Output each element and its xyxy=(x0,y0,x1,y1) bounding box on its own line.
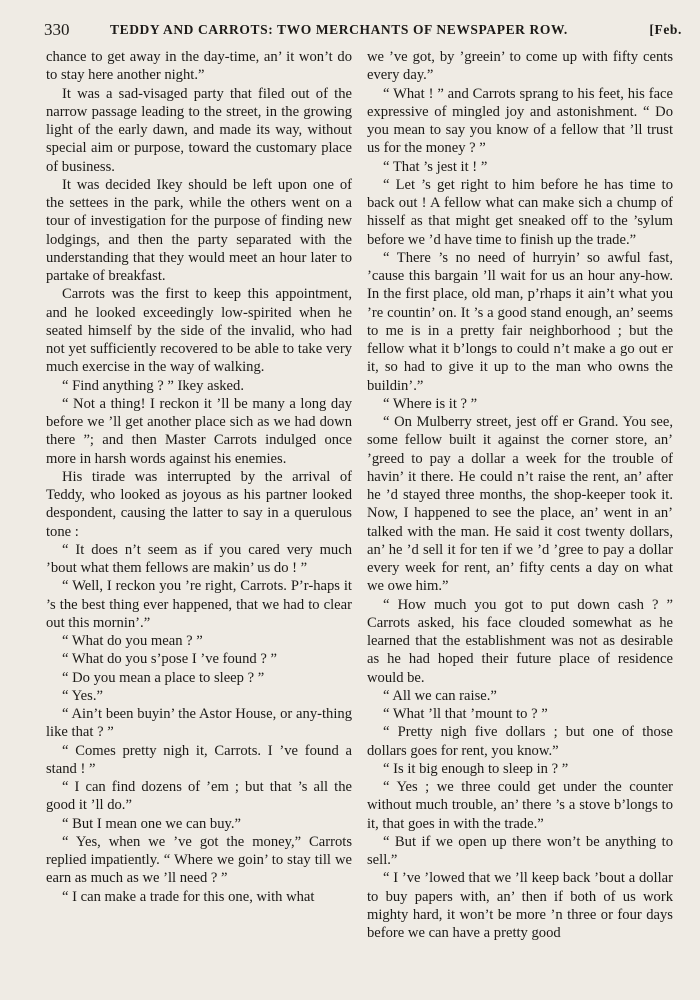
paragraph: we ’ve got, by ’greein’ to come up with fifty cents every day.” xyxy=(367,49,673,84)
paragraph: “ On Mulberry street, jest off er Grand. You see, some fellow built it against the corner store, an’ ’greed to pay a dollar a week for the trouble of havin’ it there. He could n’t raise the rent, an’ after he ’d stayed three months, the shop-keeper took it. Now, I happened to see the place, an’ went in an’ talked with the man. He said it cost twenty dollars, an’ he ’d sell it for ten if we ’d ’gree to pay a dollar every week for rent, an’ fifty cents a day on what we owe him.” xyxy=(367,414,673,595)
running-header xyxy=(44,20,682,44)
paragraph: “ What ! ” and Carrots sprang to his feet, his face expressive of mingled joy and astonishment. “ Do you mean to say you know of a fellow that ’ll trust us for the money ? ” xyxy=(367,85,673,157)
right-column xyxy=(367,48,673,942)
paragraph: “ There ’s no need of hurryin’ so awful fast, ’cause this bargain ’ll wait for us an hour any-how. In the first place, old man, p’rhaps it ain’t what you ’re countin’ on. It ’s a good stand enough, an’ seems to me is in a pretty fair neighborhood ; but the fellow what it b’longs to could n’t make a go out er it, so had to give it up to the man who owns the buildin’.” xyxy=(367,249,673,394)
paragraph: “ What do you s’pose I ’ve found ? ” xyxy=(62,651,277,668)
paragraph: chance to get away in the day-time, an’ it won’t do to stay here another night.” xyxy=(46,49,352,84)
paragraph: “ That ’s jest it ! ” xyxy=(383,158,488,175)
left-column xyxy=(46,48,352,906)
paragraph: “ Let ’s get right to him before he has time to back out ! A fellow what can make sich a chump of hisself as that might get sneaked off to the ’sylum before we ’d have time to finish up the trade.” xyxy=(367,176,673,248)
paragraph: “ Well, I reckon you ’re right, Carrots. P’r-haps it ’s the best thing ever happened, that we had to clear out this mornin’.” xyxy=(46,578,352,631)
paragraph: “ Find anything ? ” Ikey asked. xyxy=(62,377,244,394)
paragraph: It was decided Ikey should be left upon one of the settees in the park, while the others went on a tour of investigation for the purpose of finding new lodgings, and then the party separated with the understanding that they would meet an hour later to partake of breakfast. xyxy=(46,176,352,284)
paragraph: “ Yes.” xyxy=(62,687,103,704)
paragraph: “ How much you got to put down cash ? ” Carrots asked, his face clouded somewhat as he learned that the establishment was not as desirable as he had hoped their future place of residence would be. xyxy=(367,596,673,686)
paragraph: “ Comes pretty nigh it, Carrots. I ’ve found a stand ! ” xyxy=(46,742,352,777)
paragraph: “ Do you mean a place to sleep ? ” xyxy=(62,669,265,686)
paragraph: “ Pretty nigh five dollars ; but one of those dollars goes for rent, you know.” xyxy=(367,724,673,759)
paragraph: “ But I mean one we can buy.” xyxy=(62,815,241,832)
paragraph: His tirade was interrupted by the arrival of Teddy, who looked as joyous as his partner looked despondent, causing the latter to say in a querulous tone : xyxy=(46,468,352,540)
paragraph: “ Is it big enough to sleep in ? ” xyxy=(383,760,569,777)
paragraph: It was a sad-visaged party that filed out of the narrow passage leading to the street, in the growing light of the early dawn, and made its way, without special aim or purpose, toward the customary place of business. xyxy=(46,85,352,175)
issue-month: [Feb. xyxy=(649,22,682,37)
running-title: TEDDY AND CARROTS: TWO MERCHANTS OF NEWSPAPER ROW. xyxy=(110,22,568,37)
page-number: 330 xyxy=(44,20,70,39)
paragraph: “ Yes, when we ’ve got the money,” Carrots replied impatiently. “ Where we goin’ to stay till we earn as much as we ’ll need ? ” xyxy=(46,833,352,887)
paragraph: “ Yes ; we three could get under the counter without much trouble, an’ there ’s a stove b’longs to it, that goes in with the trade.” xyxy=(367,779,673,832)
paragraph: “ Ain’t been buyin’ the Astor House, or any-thing like that ? ” xyxy=(46,706,352,741)
paragraph: “ I ’ve ’lowed that we ’ll keep back ’bout a dollar to buy papers with, an’ then if both of us work mighty hard, it won’t be more ’n three or four days before we can have a pretty good xyxy=(367,870,673,941)
paragraph: “ All we can raise.” xyxy=(383,687,497,704)
paragraph: “ I can find dozens of ’em ; but that ’s all the good it ’ll do.” xyxy=(46,779,352,814)
paragraph: “ What do you mean ? ” xyxy=(62,633,203,649)
paragraph: “ But if we open up there won’t be anything to sell.” xyxy=(367,833,673,868)
paragraph: “ Not a thing! I reckon it ’ll be many a long day before we ’ll get another place sich as we had down there ”; and then Master Carrots indulged once more in harsh words against his enemies. xyxy=(46,395,352,467)
paragraph: “ It does n’t seem as if you cared very much ’bout what them fellows are makin’ us do ! ” xyxy=(46,541,352,576)
paragraph: “ Where is it ? ” xyxy=(383,395,478,412)
paragraph: Carrots was the first to keep this appointment, and he looked exceedingly low-spirited when he seated himself by the side of the invalid, who had not yet sufficiently recovered to be able to take very much exercise in the way of walking. xyxy=(46,286,352,376)
paragraph: “ I can make a trade for this one, with what xyxy=(62,888,315,905)
paragraph: “ What ’ll that ’mount to ? ” xyxy=(383,706,548,722)
